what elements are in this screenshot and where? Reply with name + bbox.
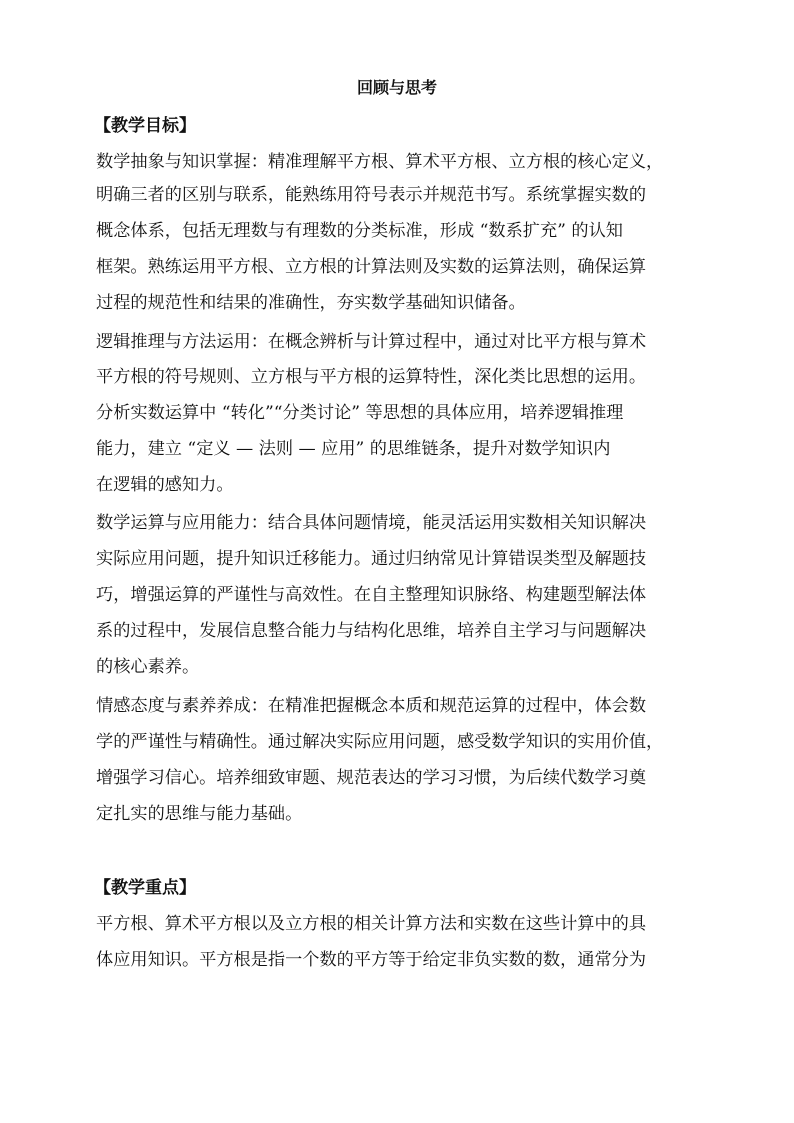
paragraph-line: 框架。熟练运用平方根、立方根的计算法则及实数的运算法则，确保运算 (96, 257, 647, 277)
paragraph-line: 逻辑推理与方法运用：在概念辨析与计算过程中，通过对比平方根与算术 (96, 332, 647, 352)
paragraph-line: 平方根、算术平方根以及立方根的相关计算方法和实数在这些计算中的具 (96, 914, 647, 934)
paragraph-line: 学的严谨性与精确性。通过解决实际应用问题，感受数学知识的实用价值， (96, 732, 664, 752)
document-title: 回顾与思考 (356, 78, 437, 97)
paragraph-line: 系的过程中，发展信息整合能力与结构化思维，培养自主学习与问题解决 (96, 621, 647, 641)
paragraph-line: 数学抽象与知识掌握：精准理解平方根、算术平方根、立方根的核心定义， (96, 152, 664, 172)
paragraph-line: 概念体系，包括无理数与有理数的分类标准，形成 “数系扩充” 的认知 (96, 221, 623, 241)
paragraph-line: 数学运算与应用能力：结合具体问题情境，能灵活运用实数相关知识解决 (96, 513, 647, 533)
paragraph-line: 巧，增强运算的严谨性与高效性。在自主整理知识脉络、构建题型解法体 (96, 585, 647, 605)
paragraph-line: 情感态度与素养养成：在精准把握概念本质和规范运算的过程中，体会数 (96, 696, 647, 716)
section-heading-teaching-goals: 【教学目标】 (94, 116, 196, 136)
paragraph-line: 能力，建立 “定义 — 法则 — 应用” 的思维链条，提升对数学知识内 (96, 439, 611, 459)
paragraph-line: 定扎实的思维与能力基础。 (96, 804, 303, 824)
paragraph-line: 分析实数运算中 “转化”“分类讨论” 等思想的具体应用，培养逻辑推理 (96, 403, 624, 423)
section-heading-teaching-focus: 【教学重点】 (94, 878, 196, 898)
paragraph-line: 明确三者的区别与联系，能熟练用符号表示并规范书写。系统掌握实数的 (96, 185, 647, 205)
paragraph-line: 增强学习信心。培养细致审题、规范表达的学习习惯，为后续代数学习奠 (96, 768, 647, 788)
paragraph-line: 实际应用问题，提升知识迁移能力。通过归纳常见计算错误类型及解题技 (96, 549, 647, 569)
paragraph-line: 平方根的符号规则、立方根与平方根的运算特性，深化类比思想的运用。 (96, 367, 647, 387)
paragraph-line: 体应用知识。平方根是指一个数的平方等于给定非负实数的数，通常分为 (96, 950, 647, 970)
paragraph-line: 在逻辑的感知力。 (96, 475, 234, 495)
paragraph-line: 过程的规范性和结果的准确性，夯实数学基础知识储备。 (96, 293, 526, 313)
paragraph-line: 的核心素养。 (96, 657, 200, 677)
